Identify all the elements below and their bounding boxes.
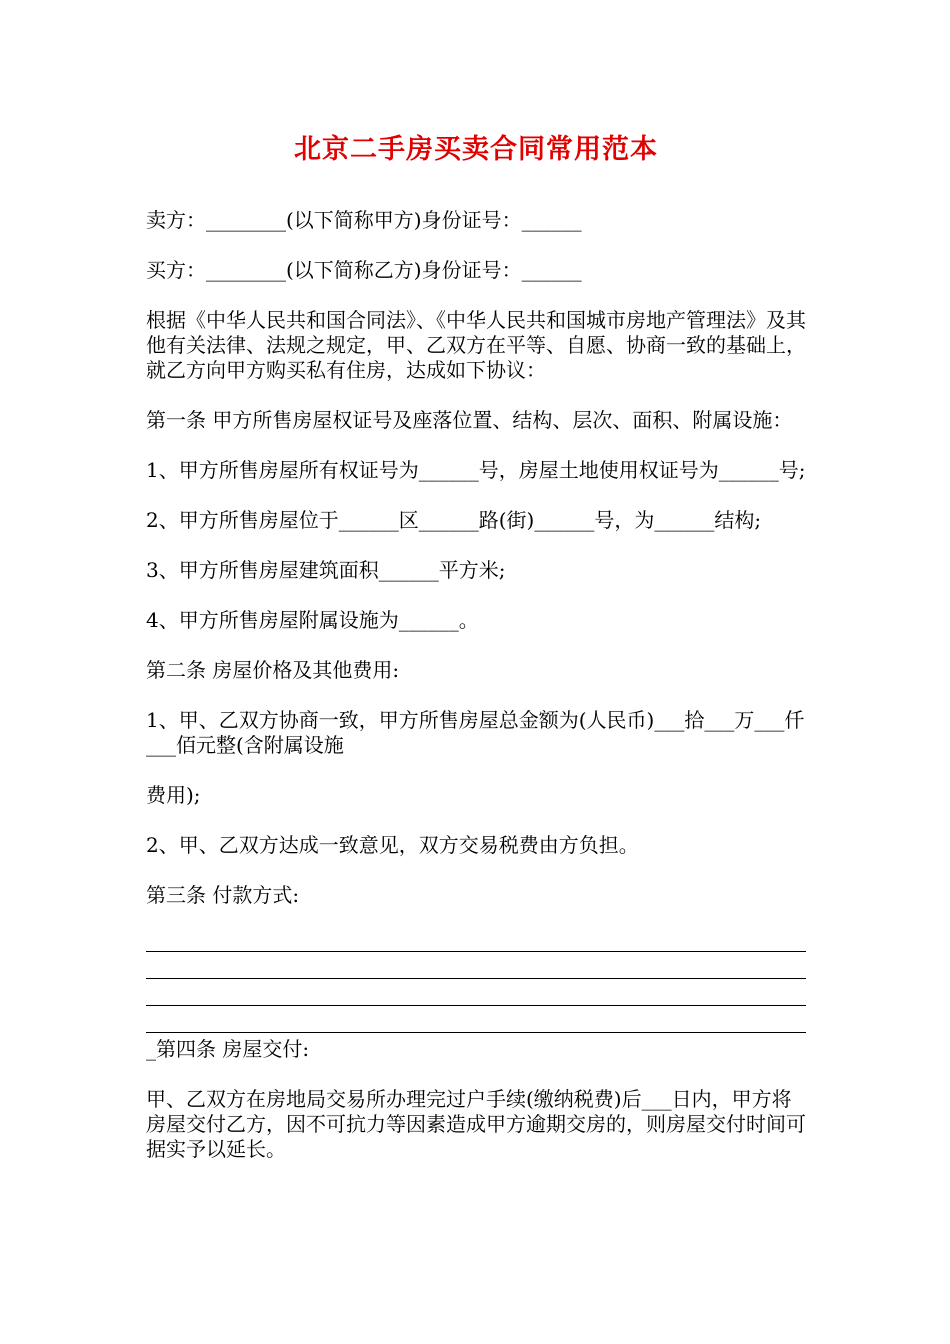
article-1-item-2: 2、甲方所售房屋位于______区______路(街)______号，为______结构; <box>146 508 762 532</box>
article-1-heading: 第一条 甲方所售房屋权证号及座落位置、结构、层次、面积、附属设施： <box>146 408 793 432</box>
article-4-heading: _第四条 房屋交付: <box>146 1037 310 1061</box>
document-title: 北京二手房买卖合同常用范本 <box>294 134 658 165</box>
article-2-item-1: 1、甲、乙双方协商一致，甲方所售房屋总金额为(人民币)___拾___万___仟___佰元整(含附属设施 <box>146 708 805 757</box>
article-3-heading: 第三条 付款方式: <box>146 883 300 907</box>
article-2-item-1-continued: 费用); <box>146 783 201 807</box>
blank-line <box>146 933 806 952</box>
preamble-paragraph: 根据《中华人民共和国合同法》、《中华人民共和国城市房地产管理法》及其他有关法律、法规之规定，甲、乙双方在平等、自愿、协商一致的基础上，就乙方向甲方购买私有住房，达成如下协议： <box>146 308 806 382</box>
article-1-item-4: 4、甲方所售房屋附属设施为______。 <box>146 608 479 632</box>
payment-blank-lines <box>146 933 806 1033</box>
seller-line: 卖方：________(以下简称甲方)身份证号：______ <box>146 208 582 232</box>
blank-line <box>146 952 806 979</box>
buyer-line: 买方：________(以下简称乙方)身份证号：______ <box>146 258 582 282</box>
blank-line <box>146 1006 806 1033</box>
article-2-heading: 第二条 房屋价格及其他费用: <box>146 658 400 682</box>
article-4-body: 甲、乙双方在房地局交易所办理完过户手续(缴纳税费)后___日内，甲方将房屋交付乙方，因不可抗力等因素造成甲方逾期交房的，则房屋交付时间可据实予以延长。 <box>146 1087 806 1161</box>
article-2-item-2: 2、甲、乙双方达成一致意见，双方交易税费由方负担。 <box>146 833 639 857</box>
article-1-item-1: 1、甲方所售房屋所有权证号为______号，房屋土地使用权证号为______号; <box>146 458 806 482</box>
blank-line <box>146 979 806 1006</box>
article-1-item-3: 3、甲方所售房屋建筑面积______平方米; <box>146 558 506 582</box>
document-page <box>146 130 806 1187</box>
